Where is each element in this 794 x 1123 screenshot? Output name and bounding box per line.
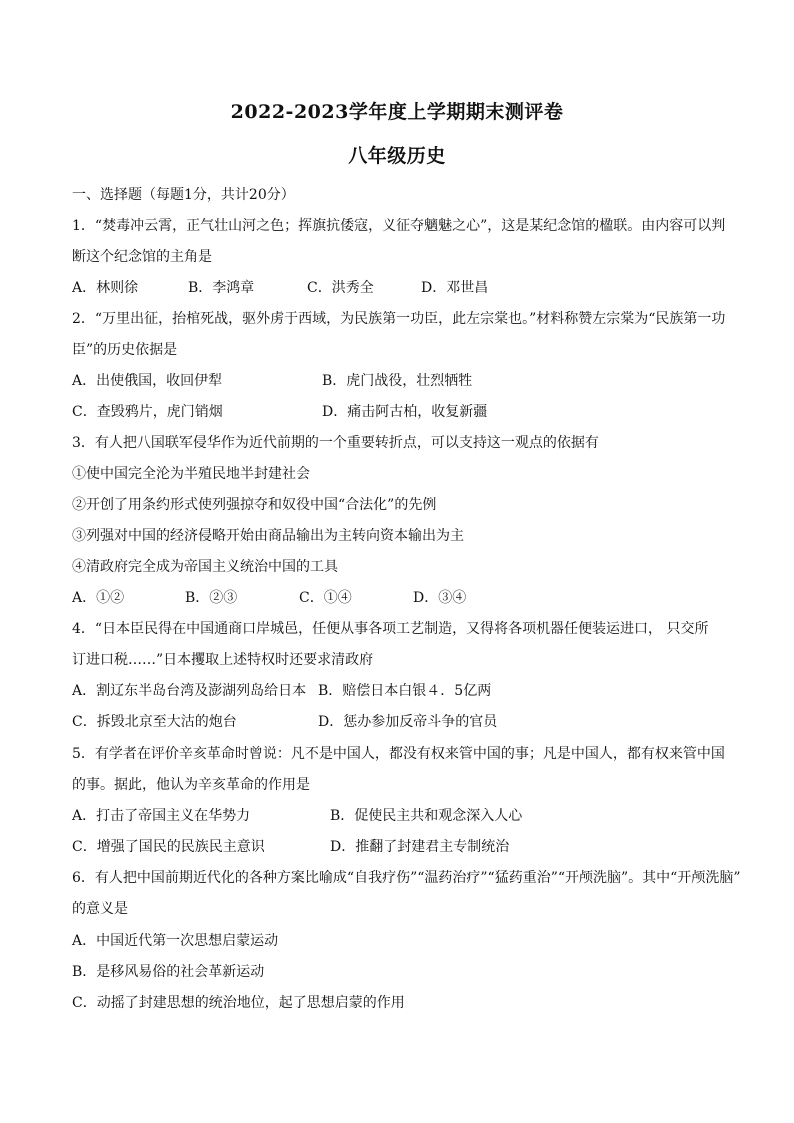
option-b: B．李鸿章 [188, 280, 255, 296]
question-3-line-1: 3．有人把八国联军侵华作为近代前期的一个重要转折点，可以支持这一观点的依据有 [72, 435, 599, 451]
option-a: A．割辽东半岛台湾及澎湖列岛给日本 [72, 683, 307, 699]
option-d: D．③④ [413, 590, 467, 606]
option-c: C．增强了国民的民族民主意识 [72, 839, 265, 855]
question-1-line-2: 断这个纪念馆的主角是 [72, 249, 212, 265]
option-b: B．虎门战役，壮烈牺牲 [322, 373, 473, 389]
exam-title: 2022-2023学年度上学期期末测评卷 [230, 101, 564, 123]
question-6-line-1: 6．有人把中国前期近代化的各种方案比喻成“自我疗伤”“温药治疗”“猛药重治”“开颅洗脑”。其中“开颅洗脑” [72, 870, 741, 886]
question-6-line-2: 的意义是 [72, 901, 128, 917]
question-3-statement-4: ④清政府完全成为帝国主义统治中国的工具 [72, 559, 338, 575]
question-5-line-2: 的事。据此，他认为辛亥革命的作用是 [72, 777, 310, 793]
question-5-line-1: 5．有学者在评价辛亥革命时曾说：凡不是中国人，都没有权来管中国的事；凡是中国人，都有权来管中国 [72, 746, 725, 762]
option-c: C．拆毁北京至大沽的炮台 [72, 714, 237, 730]
option-d: D．痛击阿古柏，收复新疆 [322, 404, 488, 420]
option-c: C．①④ [299, 590, 352, 606]
question-2-line-2: 臣”的历史依据是 [72, 342, 178, 358]
option-a: A．出使俄国，收回伊犁 [72, 373, 223, 389]
section-heading: 一、选择题（每题1分，共计20分） [72, 187, 295, 203]
question-4-line-1: 4．“日本臣民得在中国通商口岸城邑，任便从事各项工艺制造，又得将各项机器任便装运进口， 只交所 [72, 621, 709, 637]
question-6-option-a: A．中国近代第一次思想启蒙运动 [72, 933, 279, 949]
option-d: D．推翻了封建君主专制统治 [330, 839, 510, 855]
option-b: B．②③ [185, 590, 238, 606]
question-3-statement-3: ③列强对中国的经济侵略开始由商品输出为主转向资本输出为主 [72, 528, 464, 544]
option-d: D．惩办参加反帝斗争的官员 [318, 714, 498, 730]
question-6-option-b: B．是移风易俗的社会革新运动 [72, 964, 265, 980]
option-a: A．林则徐 [72, 280, 139, 296]
option-c: C．查毁鸦片，虎门销烟 [72, 404, 223, 420]
exam-subtitle: 八年级历史 [348, 145, 446, 167]
option-b: B．促使民主共和观念深入人心 [330, 808, 523, 824]
question-3-statement-1: ①使中国完全沦为半殖民地半封建社会 [72, 466, 310, 482]
option-a: A．①② [72, 590, 125, 606]
question-1-line-1: 1．“焚毒冲云霄，正气壮山河之色；挥旗抗倭寇，义征夺魑魅之心”，这是某纪念馆的楹联。由内容可以判 [72, 218, 726, 234]
option-b: B．赔偿日本白银４．5亿两 [318, 683, 492, 699]
option-a: A．打击了帝国主义在华势力 [72, 808, 251, 824]
question-2-line-1: 2．“万里出征，抬棺死战，驱外虏于西域，为民族第一功臣，此左宗棠也。”材料称赞左宗棠为“民族第一功 [72, 311, 726, 327]
question-3-statement-2: ②开创了用条约形式使列强掠夺和奴役中国“合法化”的先例 [72, 497, 437, 513]
question-6-option-c: C．动摇了封建思想的统治地位，起了思想启蒙的作用 [72, 995, 405, 1011]
option-c: C．洪秀全 [307, 280, 374, 296]
option-d: D．邓世昌 [421, 280, 489, 296]
question-4-line-2: 订进口税……”日本攫取上述特权时还要求清政府 [72, 652, 374, 668]
